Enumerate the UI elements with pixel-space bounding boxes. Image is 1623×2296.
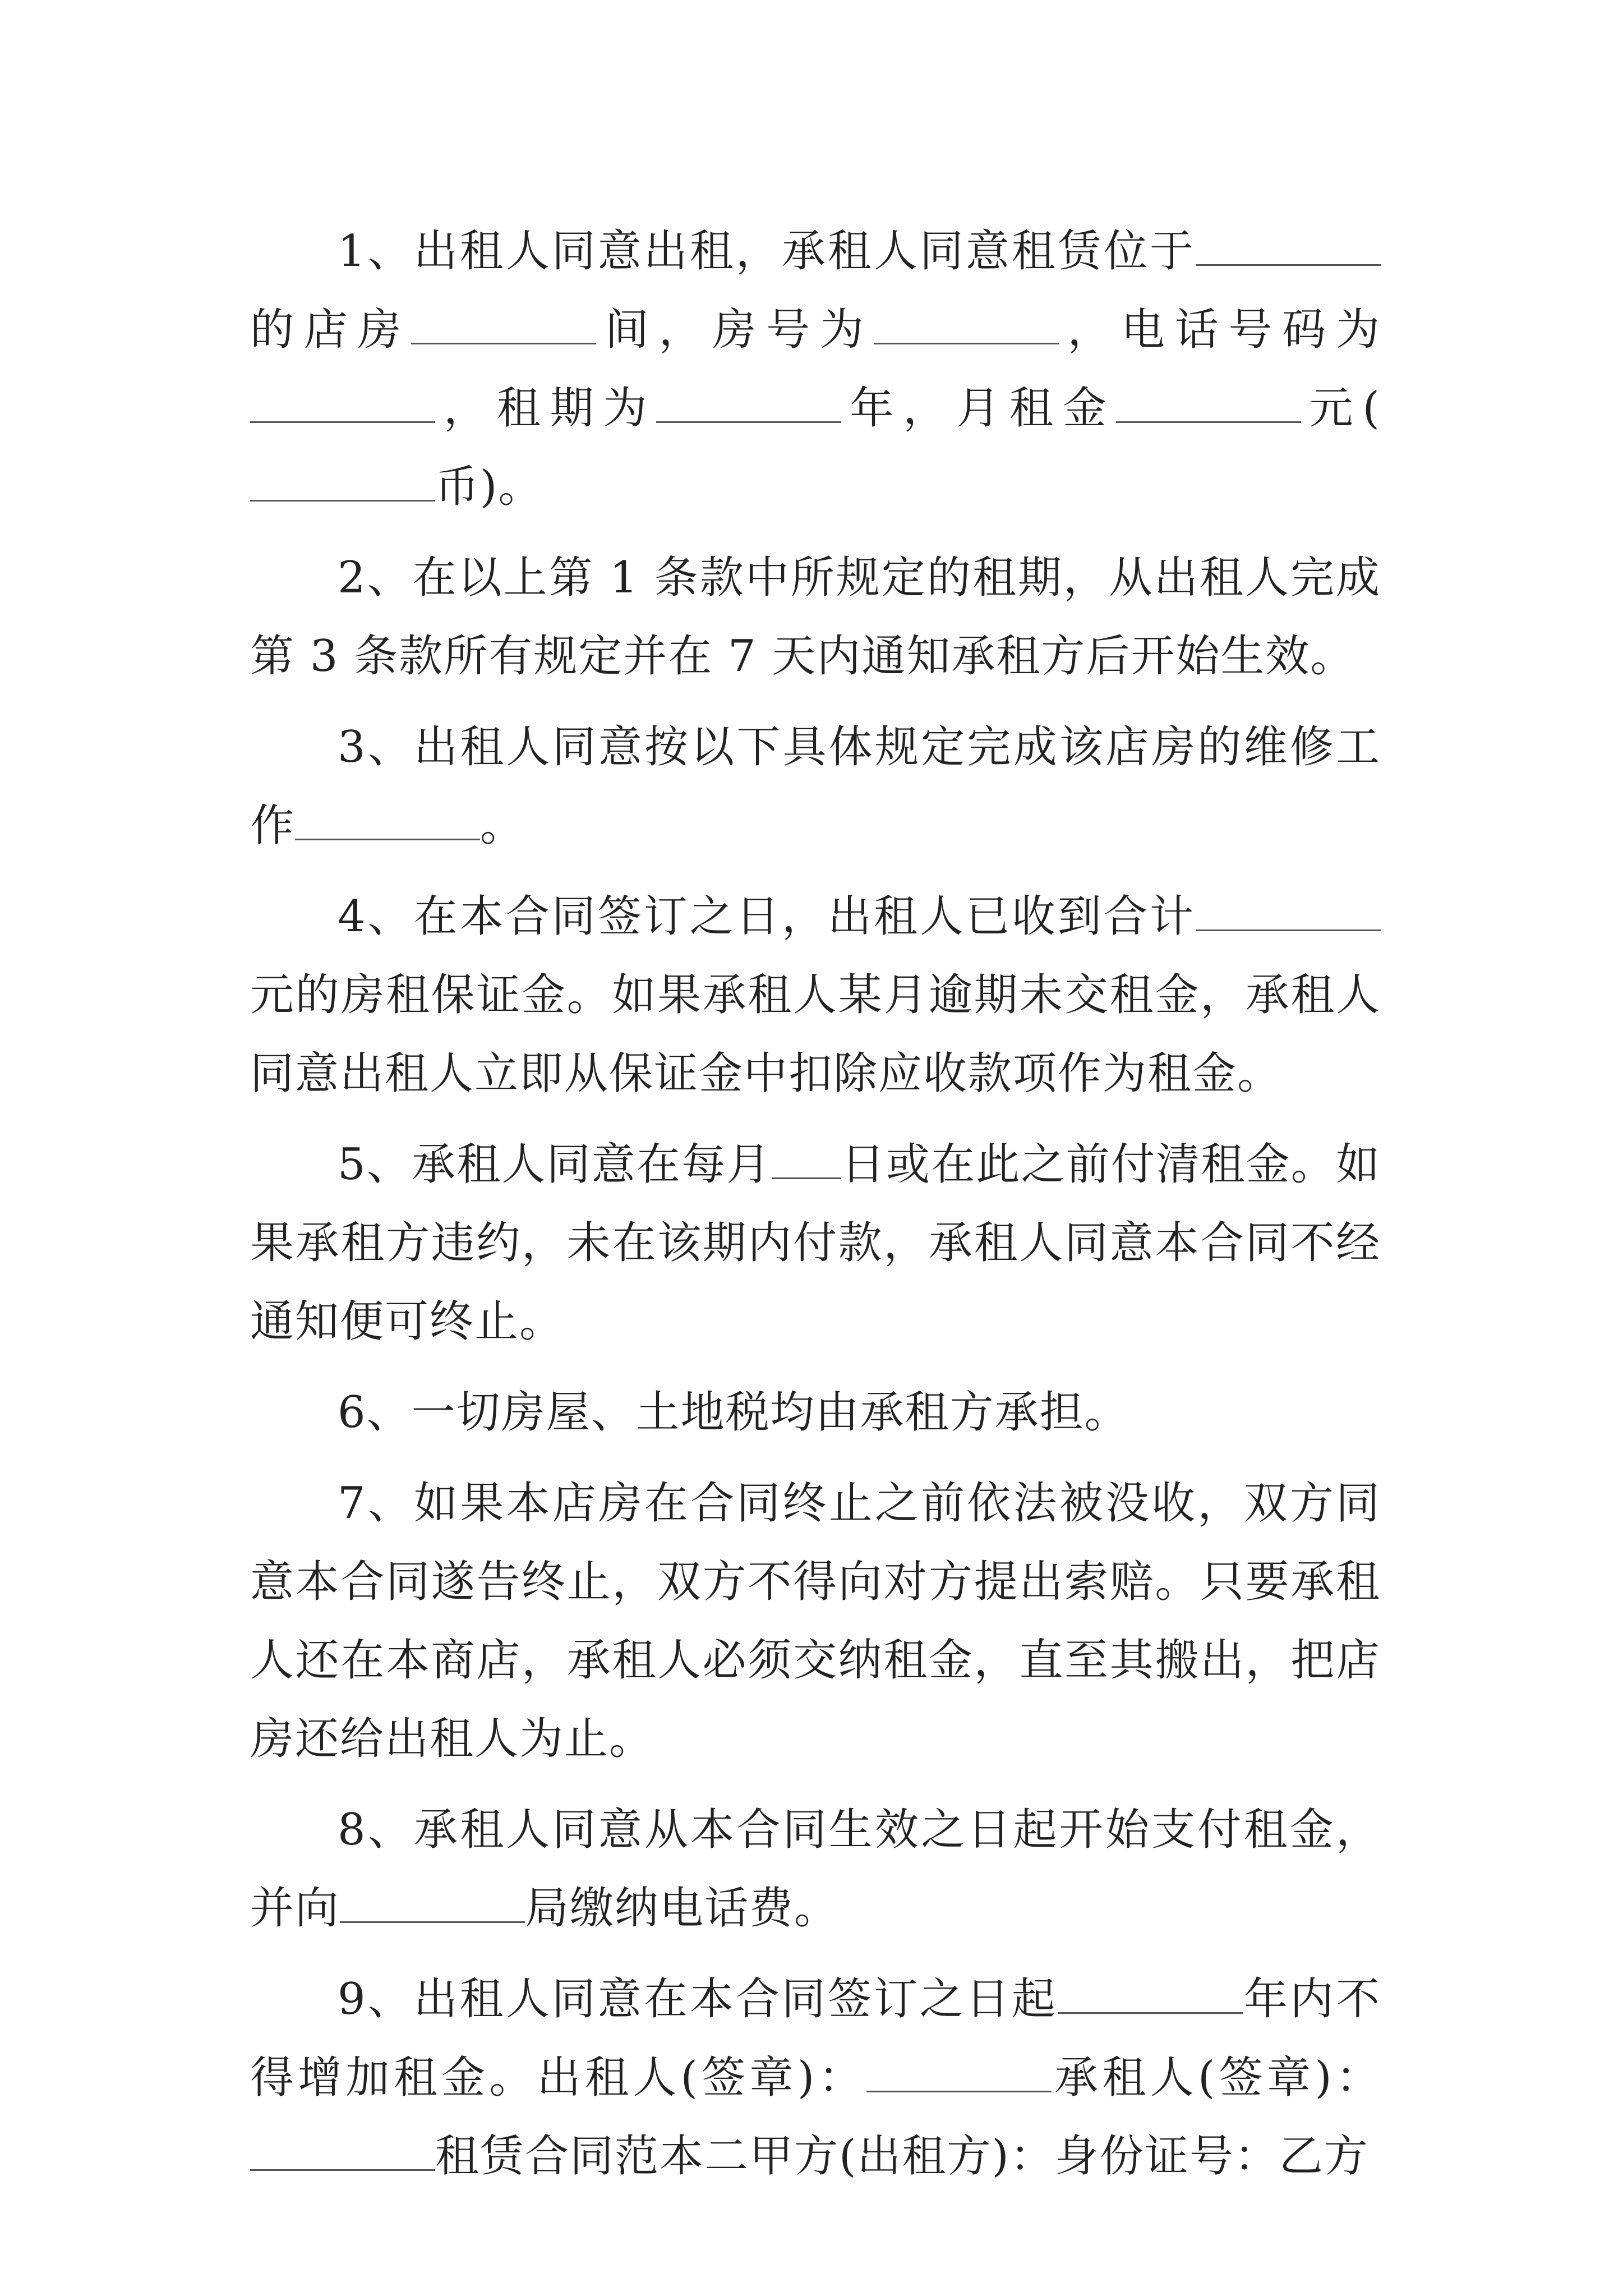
clause-4 xyxy=(250,877,1381,1113)
clause-1-text-c: 间，房号为 xyxy=(596,305,874,355)
clause-9-text-a: 9、出租人同意在本合同签订之日起 xyxy=(338,1974,1058,2024)
clause-1-text-h: 币)。 xyxy=(435,462,543,512)
clause-2 xyxy=(250,539,1381,696)
clause-9 xyxy=(250,1960,1381,2196)
clause-2-text: 2、在以上第 1 条款中所规定的租期，从出租人完成第 3 条款所有规定并在 7 天内通知承租方后开始生效。 xyxy=(250,553,1381,682)
lease-term-blank[interactable] xyxy=(656,384,841,423)
clause-3 xyxy=(250,708,1381,865)
clause-6-text: 6、一切房屋、土地税均由承租方承担。 xyxy=(338,1387,1129,1438)
clause-9-text-d: 租赁合同范本二甲方(出租方)：身份证号：乙方 xyxy=(435,2131,1369,2182)
room-count-blank[interactable] xyxy=(411,306,596,344)
lessee-signature-blank[interactable] xyxy=(250,2132,435,2171)
payment-day-blank[interactable] xyxy=(772,1140,841,1179)
lessor-signature-blank[interactable] xyxy=(866,2054,1052,2092)
location-blank[interactable] xyxy=(1196,227,1381,266)
clause-7-text: 7、如果本店房在合同终止之前依法被没收，双方同意本合同遂告终止，双方不得向对方提出索赔。只要承租人还在本商店，承租人必须交纳租金，直至其搬出，把店房还给出租人为止。 xyxy=(250,1478,1381,1764)
monthly-rent-blank[interactable] xyxy=(1116,384,1301,423)
clause-9-text-b: 年内不得增加租金。出租人(签章)： xyxy=(250,1974,1381,2103)
clause-8 xyxy=(250,1791,1381,1948)
room-number-blank[interactable] xyxy=(874,306,1059,344)
clause-8-text-a: 8、承租人同意从本合同生效之日起开始支付租金，并向 xyxy=(250,1805,1381,1934)
clause-5-text-a: 5、承租人同意在每月 xyxy=(338,1139,772,1190)
clause-1-text-g: 元( xyxy=(1301,383,1381,434)
repair-work-blank[interactable] xyxy=(295,802,480,840)
clause-9-text-c: 承租人(签章)： xyxy=(1051,2053,1381,2103)
clause-1-text-b: 的店房 xyxy=(250,305,412,355)
clause-6 xyxy=(250,1373,1381,1452)
clause-5-text-b: 日或在此之前付清租金。如果承租方违约，未在该期内付款，承租人同意本合同不经通知便可终止。 xyxy=(250,1139,1381,1347)
clause-3-text-a: 3、出租人同意按以下具体规定完成该店房的维修工作 xyxy=(250,722,1381,851)
clause-7 xyxy=(250,1464,1381,1778)
currency-blank[interactable] xyxy=(250,463,435,501)
clause-1 xyxy=(250,212,1381,526)
contract-page xyxy=(250,212,1381,2208)
clause-1-text-f: 年，月租金 xyxy=(841,383,1116,434)
clause-1-text-e: ，租期为 xyxy=(435,383,657,434)
phone-number-blank[interactable] xyxy=(250,384,435,423)
clause-3-text-b: 。 xyxy=(480,800,525,851)
clause-5 xyxy=(250,1125,1381,1361)
clause-1-text-a: 1、出租人同意出租，承租人同意租赁位于 xyxy=(338,226,1196,277)
deposit-amount-blank[interactable] xyxy=(1196,892,1381,931)
clause-8-text-b: 局缴纳电话费。 xyxy=(525,1883,840,1934)
rent-freeze-years-blank[interactable] xyxy=(1058,1975,1243,2014)
telecom-bureau-blank[interactable] xyxy=(340,1884,525,1923)
clause-1-text-d: ，电话号码为 xyxy=(1058,305,1381,355)
clause-4-text-a: 4、在本合同签订之日，出租人已收到合计 xyxy=(338,891,1196,942)
clause-4-text-b: 元的房租保证金。如果承租人某月逾期未交租金，承租人同意出租人立即从保证金中扣除应收款项作为租金。 xyxy=(250,970,1381,1099)
